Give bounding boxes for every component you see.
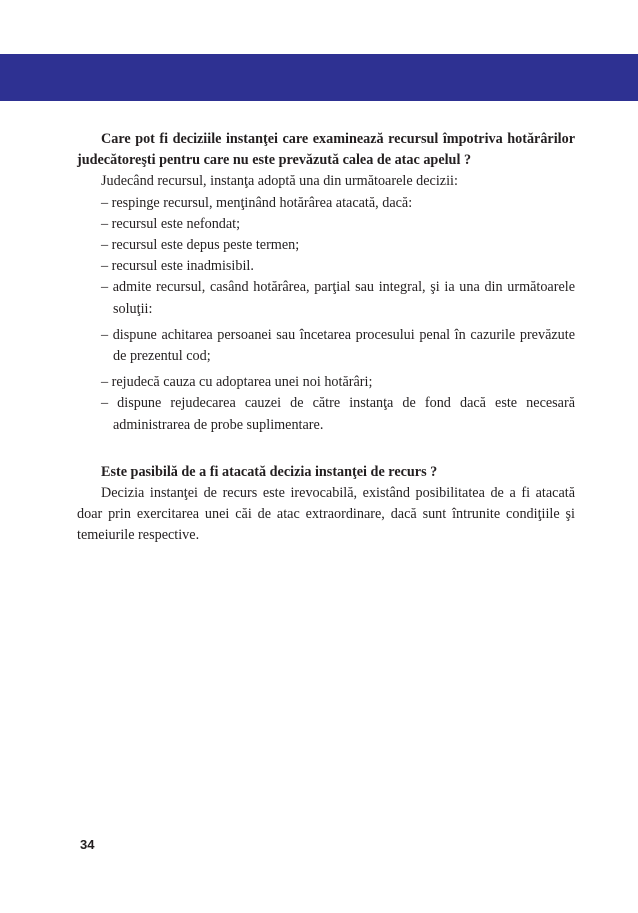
list-item: – respinge recursul, menţinând hotărârea atacată, dacă: [101, 194, 413, 211]
header-band [0, 54, 638, 101]
question-heading: Care pot fi deciziile instanţei care examinează recursul împotriva hotărârilor judecătoreşti pentru care nu este prevăzută calea de atac apelul ? [77, 131, 575, 169]
list-item: – recursul este nefondat; [101, 215, 241, 232]
answer-paragraph: Decizia instanţei de recurs este irevocabilă, existând posibilitatea de a fi atacată doar prin exercitarea unei căi de atac extraordinare, dacă sunt întrunite condiţiile şi temeiurile respective. [77, 485, 575, 544]
list-item: – admite recursul, casând hotărârea, parţial sau integral, şi ia una din următoarele soluţii: [101, 279, 575, 317]
question-heading: Este pasibilă de a fi atacată decizia instanţei de recurs ? [101, 463, 438, 480]
answer-intro: Judecând recursul, instanţa adoptă una din următoarele decizii: [101, 173, 458, 190]
list-item: – dispune rejudecarea cauzei de către instanţa de fond dacă este necesară administrarea de probe suplimentare. [101, 395, 575, 433]
list-item: – recursul este depus peste termen; [101, 237, 300, 254]
list-item: – rejudecă cauza cu adoptarea unei noi hotărâri; [101, 374, 373, 391]
section-spacer [77, 436, 575, 462]
list-item: – dispune achitarea persoanei sau încetarea procesului penal în cazurile prevăzute de prezentul cod; [101, 326, 575, 365]
page-content [77, 129, 575, 547]
list-item: – recursul este inadmisibil. [101, 258, 254, 275]
page-number: 34 [80, 837, 95, 852]
